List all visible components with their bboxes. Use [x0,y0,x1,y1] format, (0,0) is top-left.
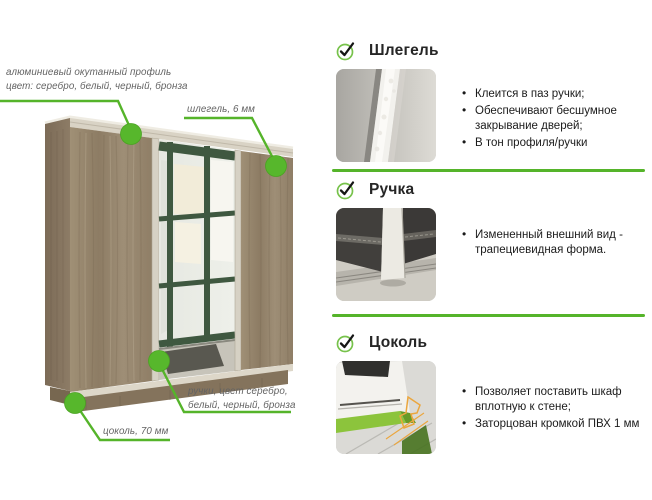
label-plinth [103,425,168,439]
label-profile-line2: цвет: серебро, белый, черный, бронза [6,80,188,92]
section-handle [336,179,648,301]
bullet-item: • Клеится в паз ручки; [462,87,648,102]
bullet-item: • Измененный внешний вид - трапециевидная форма. [462,228,648,258]
section-shlegel [336,40,648,162]
section-handle-body [336,208,648,301]
check-icon [336,41,356,61]
callout-dot-plinth [65,393,86,414]
section-shlegel-body [336,69,648,162]
section-handle-header [336,179,648,201]
section-plinth-header [336,332,648,354]
label-handles-line1: ручки, цвет серебро, [188,386,288,397]
section-title: Шлегель [369,42,439,59]
section-divider [332,169,645,172]
section-plinth [336,332,648,454]
section-shlegel-bullets [436,69,648,162]
callout-dot-shlegel [266,156,287,177]
schlegel-brush-graphic [336,69,436,162]
callout-dot-profile [121,124,142,145]
section-title: Цоколь [369,334,428,351]
section-handle-bullets [436,208,648,301]
plinth-closeup-image [336,361,436,454]
schlegel-brush-closeup-image [336,69,436,162]
bullet-item: • Позволяет поставить шкаф вплотную к стене; [462,385,648,415]
handle-profile-graphic [336,208,436,301]
wardrobe-cabinet [45,117,293,412]
callout-dot-handles [149,351,170,372]
bullet-item: • Заторцован кромкой ПВХ 1 мм [462,417,648,432]
label-plinth-text: цоколь, 70 мм [103,426,169,437]
handle-profile-closeup-image [336,208,436,301]
reflection-pane [174,164,204,216]
section-plinth-body [336,361,648,454]
section-shlegel-header [336,40,648,62]
bullet-item: • Обеспечивают бесшумное закрывание дверей; [462,104,648,134]
door-handle-strip-right [235,150,241,371]
section-title: Ручка [369,181,415,198]
reflection-pane [175,222,201,264]
plinth-graphic [336,361,436,454]
reflection-pane [161,160,168,334]
section-plinth-bullets [436,361,648,454]
label-shlegel [187,103,255,117]
bullet-item: • В тон профиля/ручки [462,136,648,151]
check-icon [336,180,356,200]
check-icon [336,333,356,353]
label-handles [188,385,296,412]
section-divider [332,314,645,317]
label-handles-line2: белый, черный, бронза [188,399,296,411]
label-profile [6,66,188,93]
label-shlegel-text: шлегель, 6 мм [187,104,255,115]
label-profile-line1: алюминиевый окутанный профиль [6,67,172,78]
door-handle-strip-left [152,138,159,381]
